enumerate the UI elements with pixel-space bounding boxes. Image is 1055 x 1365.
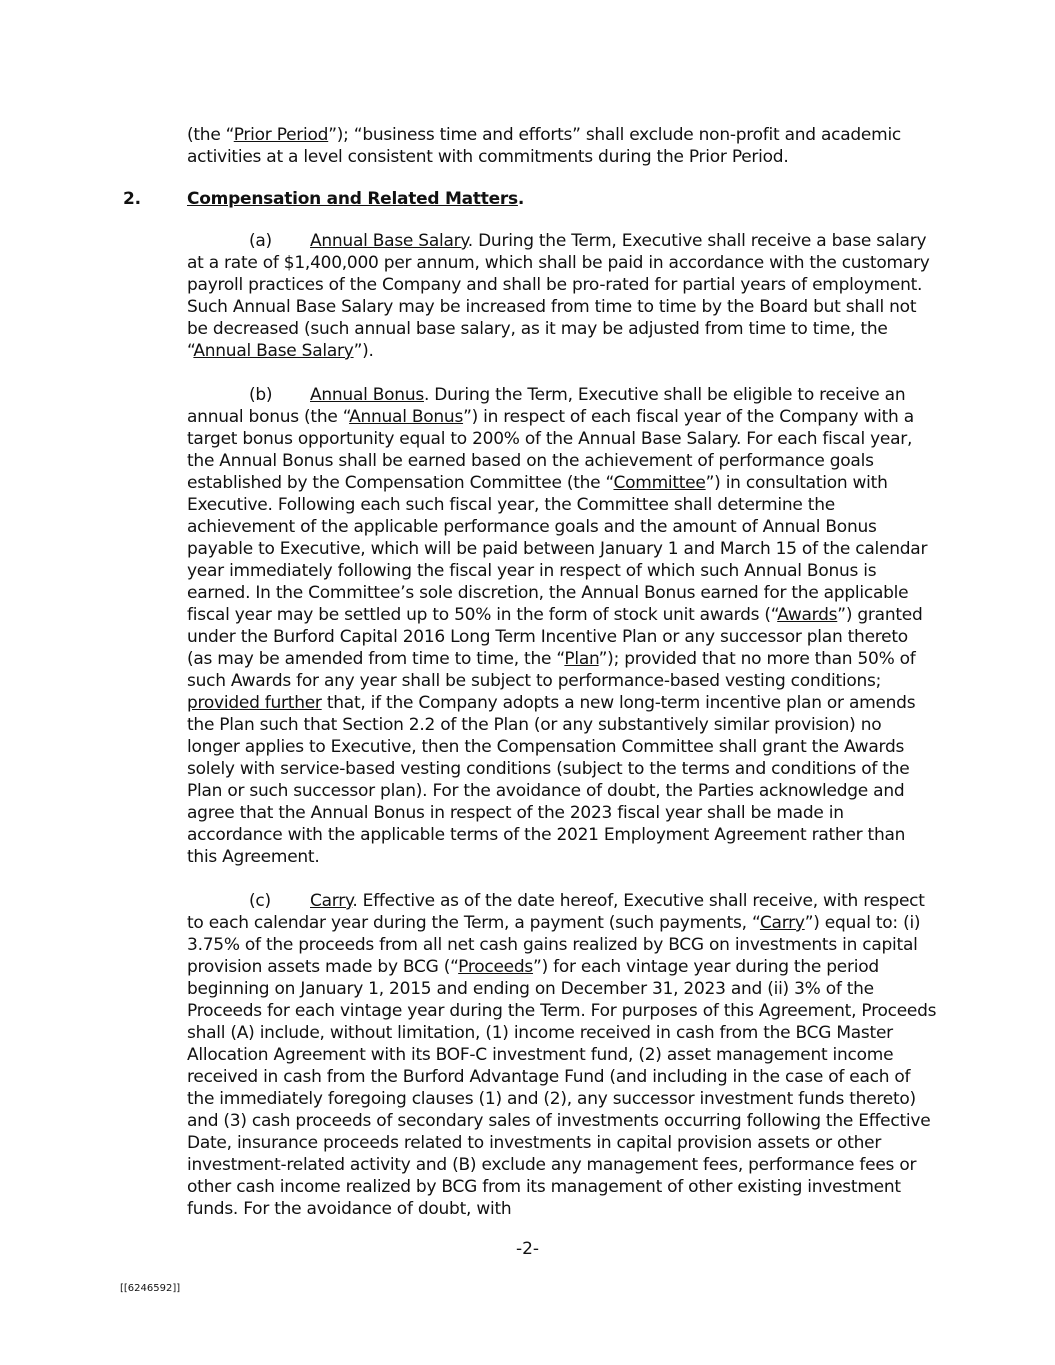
- defined-term: Carry: [759, 913, 805, 933]
- paragraph-label: (a): [249, 231, 272, 251]
- defined-term: Annual Base Salary: [193, 341, 354, 361]
- defined-term: provided further: [187, 693, 322, 713]
- paragraph-label: (c): [249, 891, 271, 911]
- page-number: -2-: [515, 1239, 540, 1259]
- paragraph-carry: (c) Carry. Effective as of the date hereof, Executive shall receive, with respect to each calendar year during the Term, a payment (such payments, “Carry”) equal to: (i) 3.75% of the proceeds from all net cash gains realized by BCG on investments in capital provision assets made by BCG (“Proceeds”) for each vintage year during the period beginning on January 1, 2015 and ending on December 31, 2023 and (ii) 3% of the Proceeds for each vintage year during the Term. For purposes of this Agreement, Proceeds shall (A) include, without limitation, (1) income received in cash from the BCG Master Allocation Agreement with its BOF-C investment fund, (2) asset management income received in cash from the Burford Advantage Fund (and including in the case of each of the immediately foregoing clauses (1) and (2), any successor investment funds thereto) and (3) cash proceeds of secondary sales of investments occurring following the Effective Date, insurance proceeds related to investments in capital provision assets or other investment-related activity and (B) exclude any management fees, performance fees or other cash income realized by BCG from its management of other existing investment funds. For the avoidance of doubt, with: [187, 891, 937, 1219]
- defined-term-prior-period: Prior Period: [233, 125, 329, 145]
- paragraph-annual-bonus: (b) Annual Bonus. During the Term, Executive shall be eligible to receive an annual bonus (the “Annual Bonus”) in respect of each fiscal year of the Company with a target bonus opportunity equal to 200% of the Annual Base Salary. For each fiscal year, the Annual Bonus shall be earned based on the achievement of performance goals established by the Compensation Committee (the “Committee”) in consultation with Executive. Following each such fiscal year, the Committee shall determine the achievement of the applicable performance goals and the amount of Annual Bonus payable to Executive, which will be paid between January 1 and March 15 of the calendar year immediately following the fiscal year in respect of which such Annual Bonus is earned. In the Committee’s sole discretion, the Annual Bonus earned for the applicable fiscal year may be settled up to 50% in the form of stock unit awards (“Awards”) granted under the Burford Capital 2016 Long Term Incentive Plan or any successor plan thereto (as may be amended from time to time, the “Plan”); provided that no more than 50% of such Awards for any year shall be subject to performance-based vesting conditions; provided further that, if the Company adopts a new long-term incentive plan or amends the Plan such that Section 2.2 of the Plan (or any substantively similar provision) no longer applies to Executive, then the Compensation Committee shall grant the Awards solely with service-based vesting conditions (subject to the terms and conditions of the Plan or such successor plan). For the avoidance of doubt, the Parties acknowledge and agree that the Annual Bonus in respect of the 2023 fiscal year shall be made in accordance with the applicable terms of the 2021 Employment Agreement rather than this Agreement.: [187, 385, 928, 867]
- defined-term: Plan: [564, 649, 599, 669]
- intro-paragraph: (the “Prior Period”); “business time and efforts” shall exclude non-profit and academic activities at a level consistent with commitments during the Prior Period.: [187, 125, 902, 167]
- paragraph-annual-base-salary: (a) Annual Base Salary. During the Term, Executive shall receive a base salary at a rate of $1,400,000 per annum, which shall be paid in accordance with the customary payroll practices of the Company and shall be pro-rated for partial years of employment. Such Annual Base Salary may be increased from time to time by the Board but shall not be decreased (such annual base salary, as it may be adjusted from time to time, the “Annual Base Salary”).: [187, 231, 930, 361]
- document-body: [123, 124, 937, 1242]
- paragraph-heading: Annual Bonus: [310, 385, 424, 405]
- defined-term: Awards: [777, 605, 838, 625]
- section-title: Compensation and Related Matters: [187, 189, 518, 209]
- defined-term: Committee: [613, 473, 706, 493]
- defined-term: Proceeds: [458, 957, 534, 977]
- document-id: [[6246592]]: [120, 1283, 181, 1294]
- paragraph-heading: Annual Base Salary: [310, 231, 468, 251]
- section-number: 2.: [123, 189, 141, 209]
- defined-term: Annual Bonus: [349, 407, 464, 427]
- paragraph-heading: Carry: [310, 891, 353, 911]
- paragraph-label: (b): [249, 385, 273, 405]
- section-heading: 2. Compensation and Related Matters.: [123, 189, 525, 209]
